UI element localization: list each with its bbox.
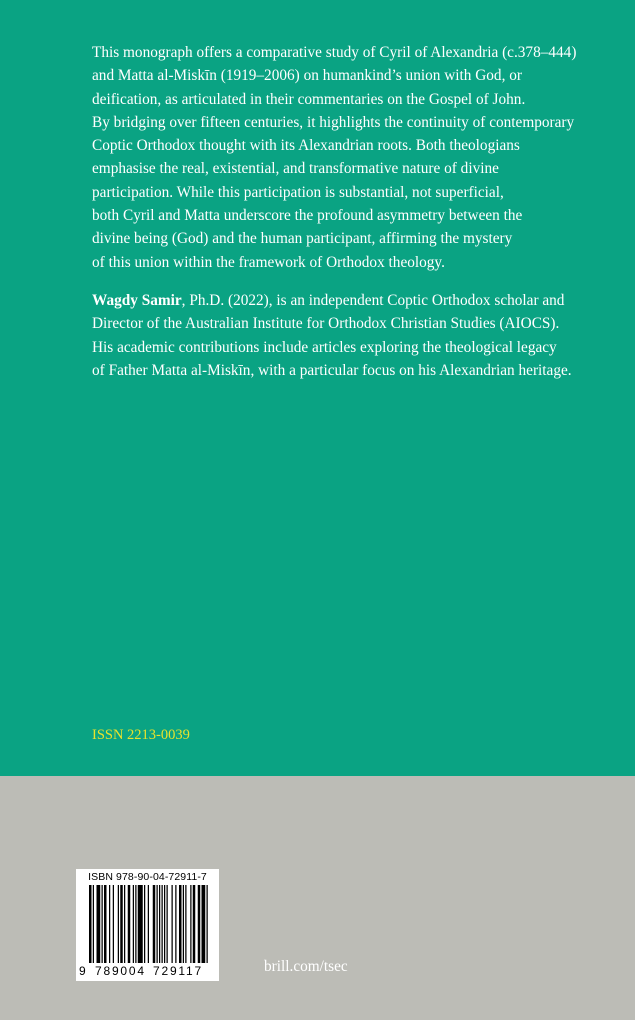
barcode-bar xyxy=(172,885,173,963)
barcode-bar xyxy=(193,885,196,963)
barcode-bar xyxy=(202,885,206,963)
bio-line xyxy=(92,289,592,312)
ean-right-group: 729117 xyxy=(153,964,203,978)
barcode-bar xyxy=(93,885,94,963)
bio-line: of Father Matta al-Miskīn, with a particular focus on his Alexandrian heritage. xyxy=(92,361,572,379)
barcode-bar xyxy=(104,885,107,963)
barcode-bar xyxy=(157,885,158,963)
bio-first-line-text: , Ph.D. (2022), is an independent Coptic Orthodox scholar and xyxy=(181,291,565,309)
barcode-bar xyxy=(97,885,101,963)
barcode-bar xyxy=(207,885,208,963)
barcode-bar xyxy=(138,885,143,963)
barcode-bar xyxy=(162,885,163,963)
ean-left-group: 789004 xyxy=(95,964,146,978)
barcode-bar xyxy=(148,885,149,963)
description-line: and Matta al-Miskīn (1919–2006) on humankind’s union with God, or xyxy=(92,67,522,85)
barcode-bar xyxy=(102,885,103,963)
bio-line: Director of the Australian Institute for Orthodox Christian Studies (AIOCS). xyxy=(92,315,560,333)
author-name: Wagdy Samir xyxy=(92,291,182,309)
barcode-bar xyxy=(198,885,201,963)
author-bio-paragraph xyxy=(92,289,592,382)
isbn-number: ISBN 978-90-04-72911-7 xyxy=(88,871,207,883)
description-line: By bridging over fifteen centuries, it highlights the continuity of contemporary xyxy=(92,113,575,131)
publisher-website-link[interactable]: brill.com/tsec xyxy=(264,958,348,975)
barcode-bar xyxy=(120,885,123,963)
description-line: Coptic Orthodox thought with its Alexandrian roots. Both theologians xyxy=(92,137,520,155)
barcode-bar xyxy=(183,885,184,963)
description-line: participation. While this participation is substantial, not superficial, xyxy=(92,183,504,201)
barcode-bar xyxy=(179,885,182,963)
description-line: emphasise the real, existential, and transformative nature of divine xyxy=(92,160,499,178)
description-line: deification, as articulated in their commentaries on the Gospel of John. xyxy=(92,90,526,108)
cover-text-block xyxy=(92,41,592,382)
barcode-bar xyxy=(109,885,110,963)
description-line: of this union within the framework of Orthodox theology. xyxy=(92,253,445,271)
barcode-bar xyxy=(118,885,119,963)
barcode-bar xyxy=(164,885,165,963)
bio-line: His academic contributions include articles exploring the theological legacy xyxy=(92,338,557,356)
barcode-bar xyxy=(144,885,145,963)
barcode-bar xyxy=(128,885,131,963)
ean-first-digit: 9 xyxy=(79,964,86,978)
barcode-bar xyxy=(159,885,160,963)
barcode-bar xyxy=(167,885,168,963)
barcode-bar xyxy=(190,885,191,963)
barcode-bar xyxy=(175,885,176,963)
barcode-bar xyxy=(133,885,134,963)
description-paragraph xyxy=(92,41,592,274)
issn-label: ISSN 2213-0039 xyxy=(92,727,190,743)
description-line: both Cyril and Matta underscore the profound asymmetry between the xyxy=(92,207,523,225)
barcode-bar xyxy=(89,885,92,963)
description-line: This monograph offers a comparative study of Cyril of Alexandria (c.378–444) xyxy=(92,44,577,61)
barcode-bar xyxy=(153,885,156,963)
description-line: divine being (God) and the human participant, affirming the mystery xyxy=(92,230,513,248)
barcode-bar xyxy=(124,885,125,963)
isbn-barcode xyxy=(76,869,219,981)
barcode-bar xyxy=(113,885,114,963)
barcode-bar xyxy=(185,885,186,963)
barcode-bar xyxy=(135,885,136,963)
